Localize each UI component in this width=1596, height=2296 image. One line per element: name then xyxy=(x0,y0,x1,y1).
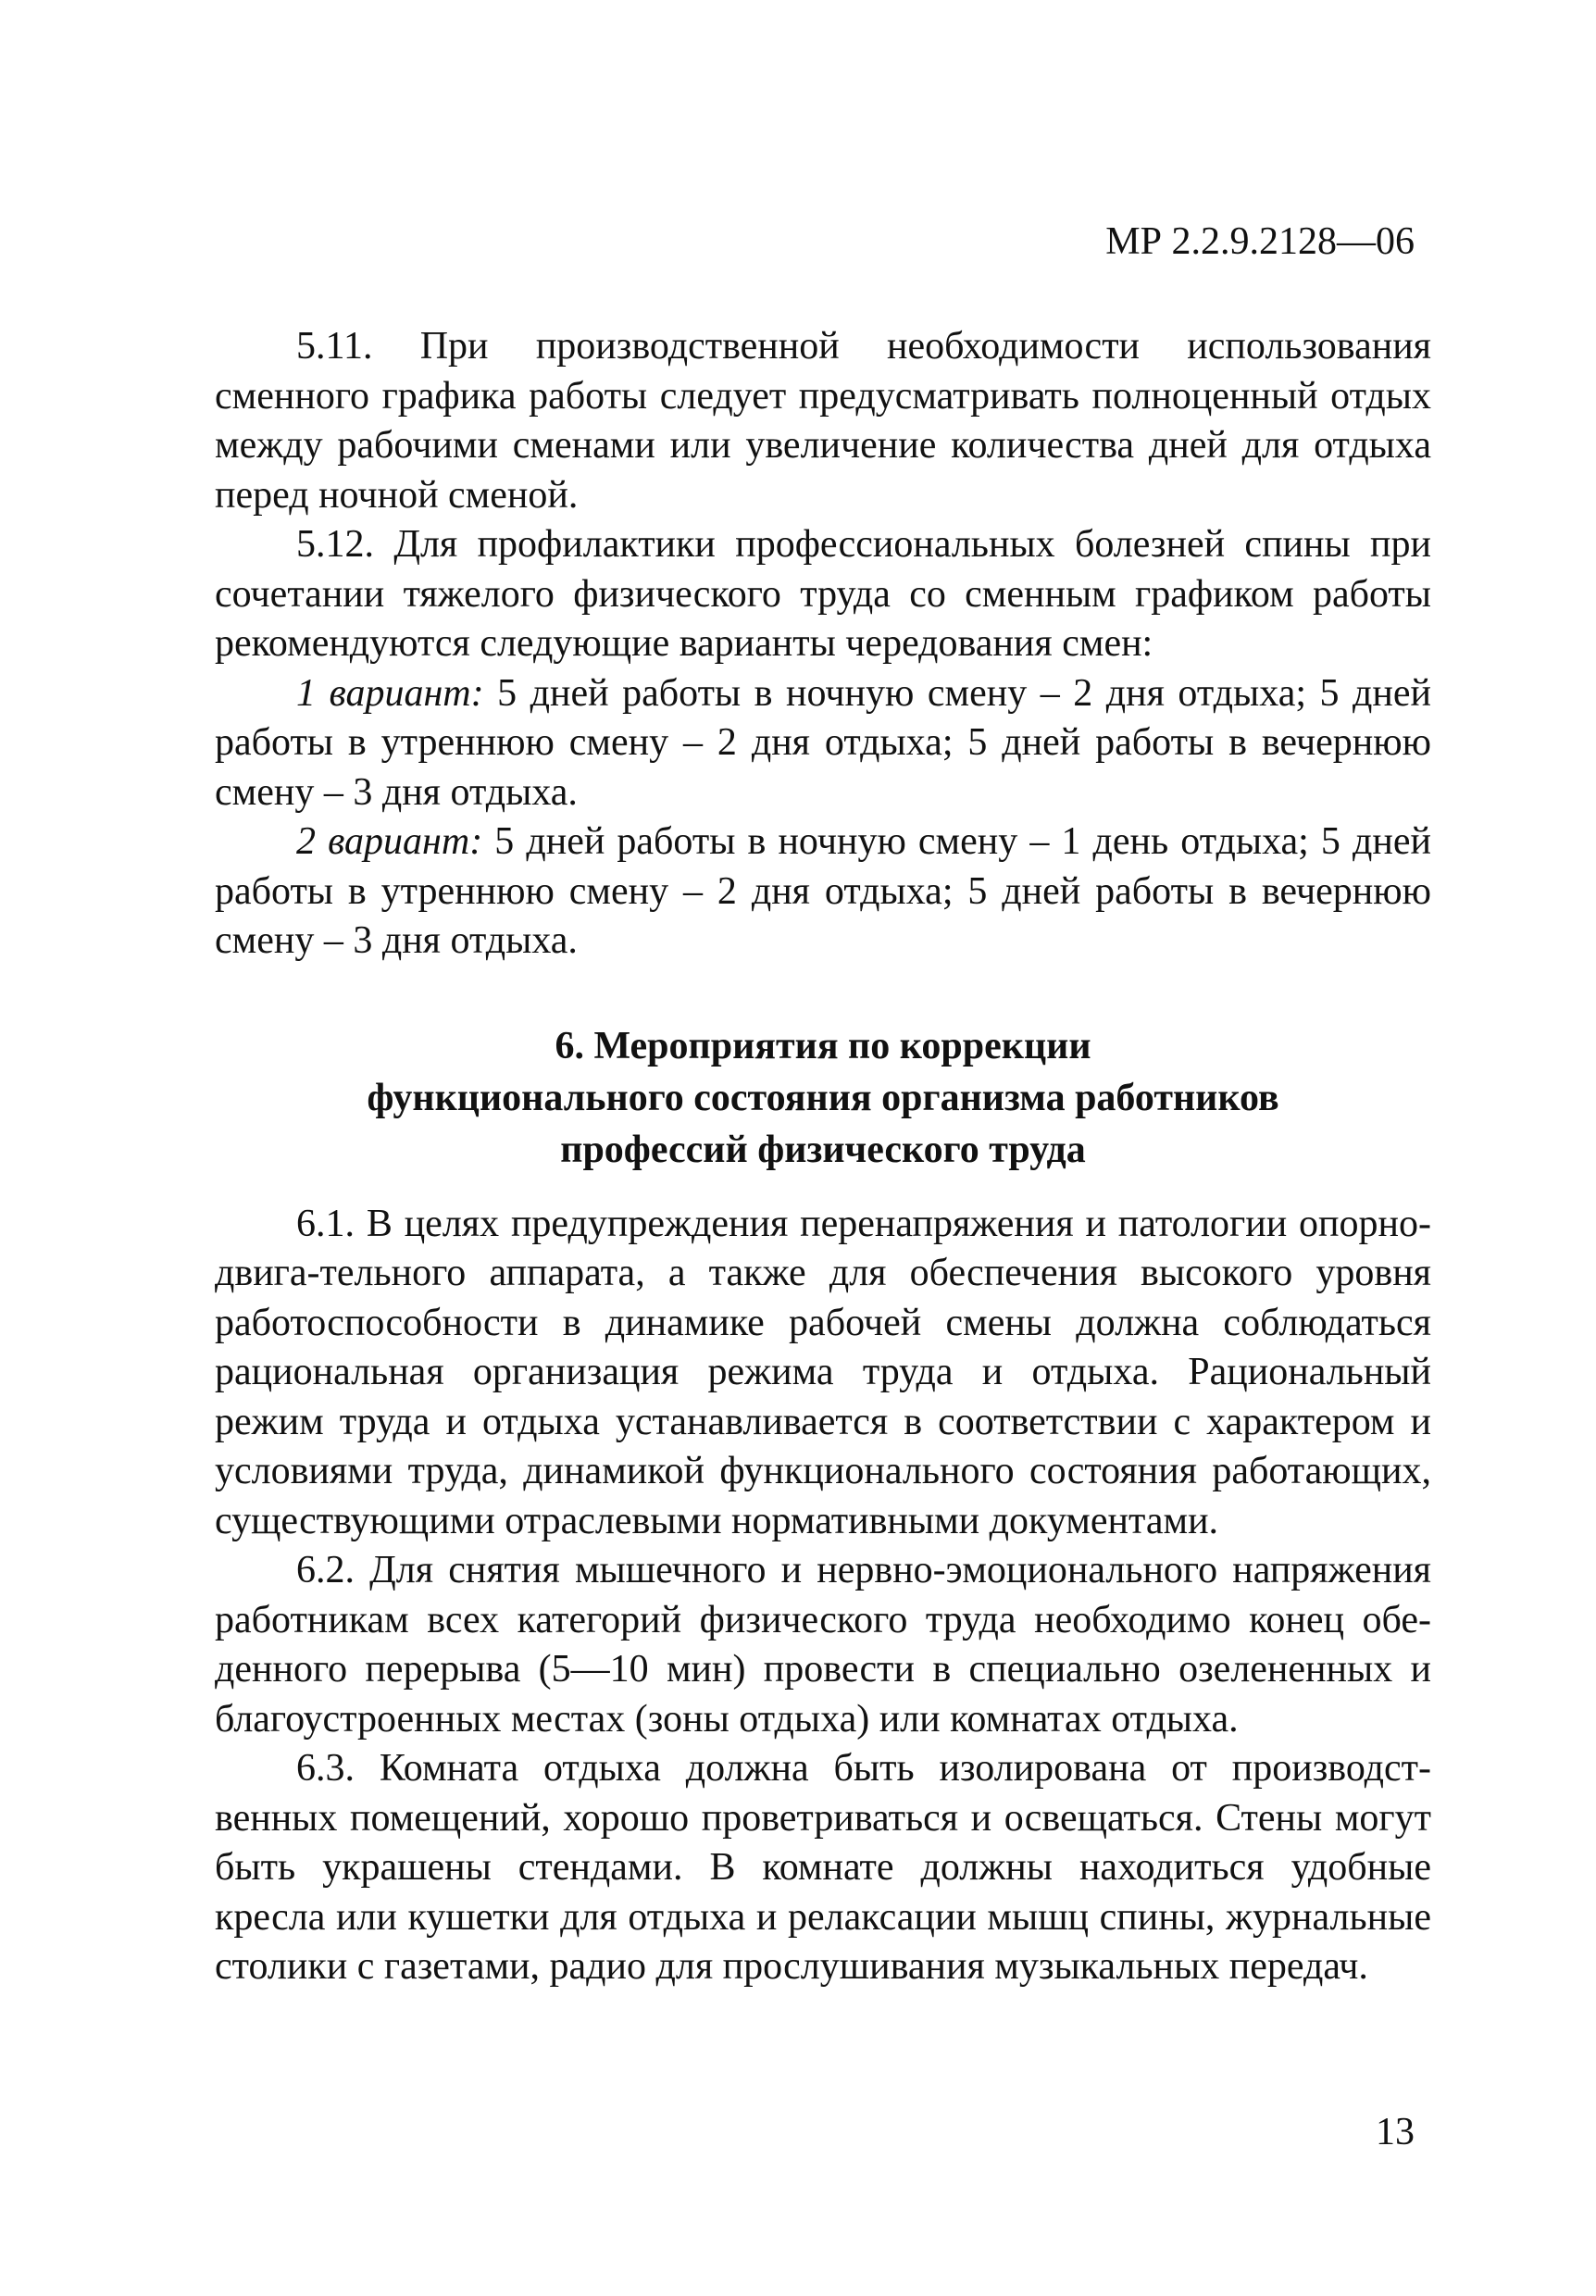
section-6-heading-line-3: профессий физического труда xyxy=(560,1128,1086,1171)
document-code: МР 2.2.9.2128—06 xyxy=(1105,220,1415,263)
section-6-heading xyxy=(215,1020,1431,1176)
page-number: 13 xyxy=(1376,2111,1415,2153)
paragraph-6-2: 6.2. Для снятия мышечного и нервно-эмоционального напряжения работникам всех категорий физического труда необходимо конец обеденного перерыва (5—10 мин) провести в специально озелененных и благоустроенных местах (зоны отдыха) или комнатах отдыха. xyxy=(215,1549,1431,1741)
paragraph-6-1: 6.1. В целях предупреждения перенапряжения и патологии опорно-двига-тельного аппарата, а также для обеспечения высокого уровня работоспособности в динамике рабочей смены должна соблюдаться рациональная организация режима труда и отдыха. Рациональный режим труда и отдыха устанавливается в соответствии с характером и условиями труда, динамикой функционального состояния работающих, существующими отраслевыми нормативными документами. xyxy=(215,1202,1431,1542)
section-6-heading-line-1: 6. Мероприятия по коррекции xyxy=(555,1024,1091,1067)
paragraph-5-12: 5.12. Для профилактики профессиональных болезней спины при сочетании тяжелого физического труда со сменным графиком работы рекомендуются следующие варианты чередования смен: xyxy=(215,523,1431,665)
variant-2-paragraph xyxy=(215,817,1431,967)
paragraph-5-11: 5.11. При производственной необходимости использования сменного графика работы следует предусматривать полноценный отдых между рабочими сменами или увеличение количества дней для отдыха перед ночной сменой. xyxy=(215,325,1431,517)
variant-2-label: 2 вариант: xyxy=(296,820,483,863)
variant-1-text: 5 дней работы в ночную смену – 2 дня отдыха; 5 дней работы в утреннюю смену – 2 дня отдыха; 5 дней работы в вечернюю смену – 3 дня отдыха. xyxy=(215,671,1431,814)
page-content xyxy=(215,322,1431,1992)
variant-1-paragraph xyxy=(215,669,1431,818)
section-6-heading-line-2: функционального состояния организма работников xyxy=(367,1076,1279,1119)
variant-2-text: 5 дней работы в ночную смену – 1 день отдыха; 5 дней работы в утреннюю смену – 2 дня отдыха; 5 дней работы в вечернюю смену – 3 дня отдыха. xyxy=(215,820,1431,962)
variant-1-label: 1 вариант: xyxy=(296,671,484,715)
paragraph-6-3: 6.3. Комната отдыха должна быть изолирована от производственных помещений, хорошо проветриваться и освещаться. Стены могут быть украшены стендами. В комнате должны находиться удобные кресла или кушетки для отдыха и релаксации мышц спины, журнальные столики с газетами, радио для прослушивания музыкальных передач. xyxy=(215,1747,1431,1988)
